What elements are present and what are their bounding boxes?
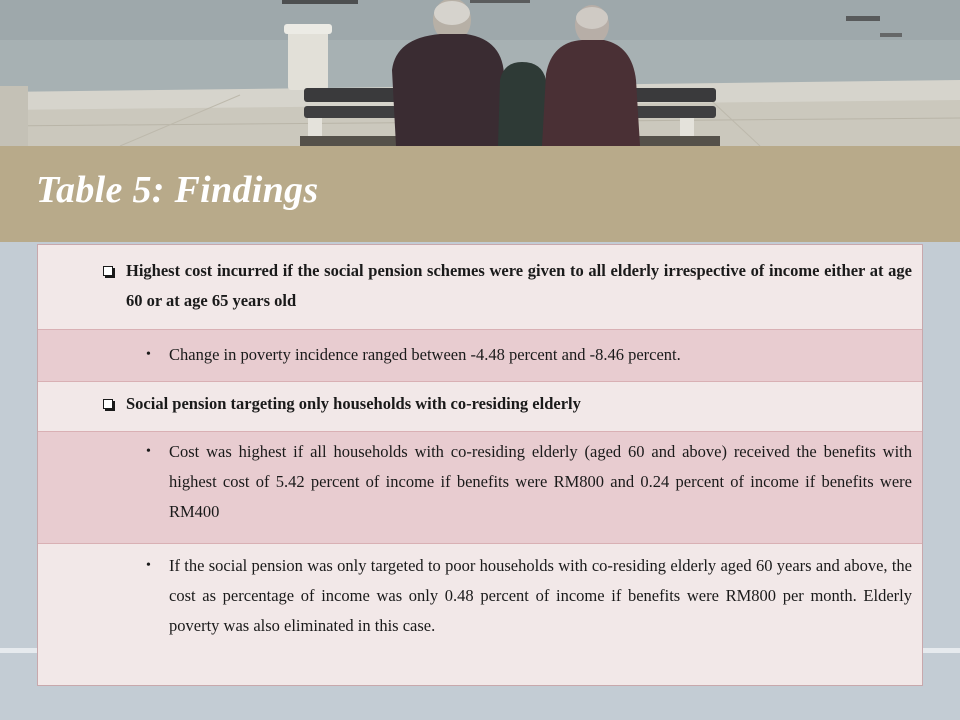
- slide-title: Table 5: Findings: [36, 169, 319, 211]
- checkbox-bullet-icon: [103, 399, 113, 409]
- table-row: [38, 432, 922, 544]
- row-text: Cost was highest if all households with co-residing elderly (aged 60 and above) received the benefits with highest cost of 5.42 percent of income if benefits were RM800 and 0.24 percent of income if benefits were RM400: [169, 442, 912, 521]
- table-row: [38, 330, 922, 382]
- list-item: [144, 551, 912, 641]
- list-item: [144, 340, 912, 370]
- row-text: If the social pension was only targeted to poor households with co-residing elderly aged 60 years and above, the cost as percentage of income was only 0.48 percent of income if benefits were RM800 per month. Elderly poverty was also eliminated in this case.: [169, 556, 912, 635]
- row-text: Social pension targeting only households with co-residing elderly: [126, 394, 581, 413]
- list-item: [102, 389, 912, 419]
- table-row: [38, 245, 922, 330]
- table-row: [38, 382, 922, 432]
- left-accent-line: [0, 648, 37, 653]
- bullet-dot-icon: •: [146, 347, 151, 362]
- row-text: Change in poverty incidence ranged between -4.48 percent and -8.46 percent.: [169, 345, 681, 364]
- bullet-dot-icon: •: [146, 444, 151, 459]
- header-photo: [0, 0, 960, 146]
- checkbox-bullet-icon: [103, 266, 113, 276]
- bullet-dot-icon: •: [146, 558, 151, 573]
- list-item: [102, 256, 912, 316]
- row-text: Highest cost incurred if the social pension schemes were given to all elderly irrespective of income either at age 60 or at age 65 years old: [126, 261, 912, 310]
- findings-table: [37, 244, 923, 686]
- right-accent-line: [923, 648, 960, 653]
- list-item: [144, 437, 912, 527]
- table-row: [38, 544, 922, 685]
